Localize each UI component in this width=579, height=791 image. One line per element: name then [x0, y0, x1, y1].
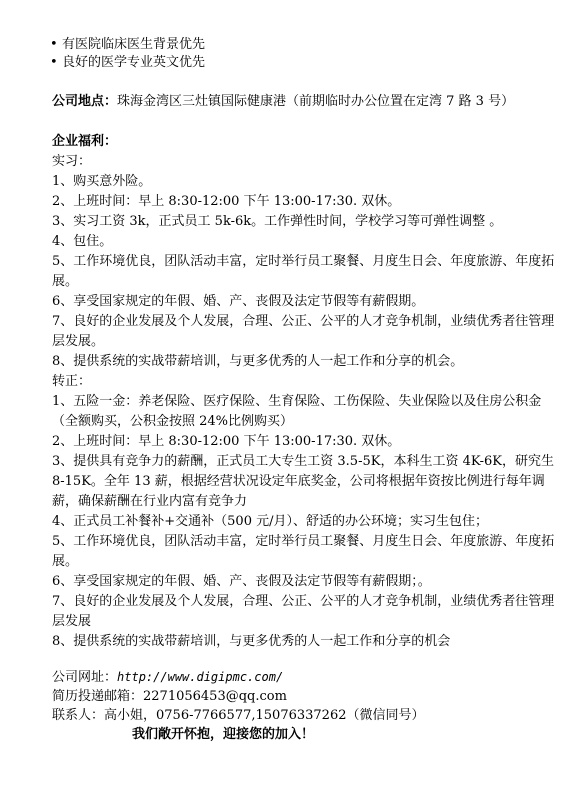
list-item: • 良好的医学专业英文优先 — [50, 55, 206, 70]
list-item: 7、良好的企业发展及个人发展，合理、公正、公平的人才竞争机制，业绩优秀者往管理层发展 — [52, 594, 555, 629]
list-item: 1、五险一金：养老保险、医疗保险、生育保险、工伤保险、失业保险以及住房公积金（全额购买，公积金按照 24%比例购买） — [52, 394, 542, 429]
email-link[interactable]: 2271056453@qq.com — [143, 689, 287, 704]
preference-list — [52, 36, 557, 72]
list-item: 5、工作环境优良，团队活动丰富，定时举行员工聚餐、月度生日会、年度旅游、年度拓展。 — [52, 534, 555, 569]
email-label: 简历投递邮箱： — [52, 689, 144, 704]
internship-list — [52, 172, 557, 372]
fulltime-heading: 转正： — [52, 374, 92, 389]
website-line — [52, 668, 557, 687]
list-item: 6、享受国家规定的年假、婚、产、丧假及法定节假等有薪假期；。 — [52, 574, 431, 589]
list-item: 2、上班时间：早上 8:30-12:00 下午 13:00-17:30. 双休。 — [52, 194, 401, 209]
list-item: 3、提供具有竞争力的薪酬，正式员工大专生工资 3.5-5K，本科生工资 4K-6K，研究生 8-15K。全年 13 薪，根据经营状况设定年底奖金，公司将根据年资按比例进行每年调薪，确保薪酬在行业内富有竞争力 — [52, 454, 554, 509]
fulltime-list — [52, 392, 557, 652]
contact-section — [52, 668, 557, 745]
list-item: 7、良好的企业发展及个人发展，合理、公正、公平的人才竞争机制，业绩优秀者往管理层发展。 — [52, 314, 555, 349]
website-link[interactable]: http://www.digipmc.com/ — [117, 670, 284, 684]
website-label: 公司网址： — [52, 670, 118, 685]
welfare-title: 企业福利： — [52, 134, 118, 149]
internship-heading: 实习： — [52, 154, 92, 169]
address-label: 公司地点： — [52, 94, 118, 109]
bullet-icon: • — [50, 55, 58, 70]
address-text: 珠海金湾区三灶镇国际健康港（前期临时办公位置在定湾 7 路 3 号） — [117, 94, 515, 109]
list-item: 1、购买意外险。 — [52, 174, 152, 189]
list-item: 8、提供系统的实战带薪培训，与更多优秀的人一起工作和分享的机会 — [52, 634, 451, 649]
job-document — [52, 36, 557, 745]
list-item: 2、上班时间：早上 8:30-12:00 下午 13:00-17:30. 双休。 — [52, 434, 401, 449]
bullet-icon: • — [50, 37, 58, 52]
contact-person: 联系人：高小姐，0756-7766577,15076337262（微信同号） — [52, 708, 425, 723]
slogan: 我们敞开怀抱，迎接您的加入！ — [132, 727, 315, 742]
list-item: • 有医院临床医生背景优先 — [50, 37, 206, 52]
list-item: 4、包住。 — [52, 234, 113, 249]
list-item: 8、提供系统的实战带薪培训，与更多优秀的人一起工作和分享的机会。 — [52, 354, 464, 369]
company-address — [52, 92, 557, 112]
list-item: 5、工作环境优良，团队活动丰富，定时举行员工聚餐、月度生日会、年度旅游、年度拓展。 — [52, 254, 555, 289]
list-item: 6、享受国家规定的年假、婚、产、丧假及法定节假等有薪假期。 — [52, 294, 425, 309]
email-line — [52, 687, 557, 706]
list-item: 4、正式员工补餐补+交通补（500 元/月）、舒适的办公环境；实习生包住； — [52, 514, 488, 529]
list-item: 3、实习工资 3k，正式员工 5k-6k。工作弹性时间，学校学习等可弹性调整 。 — [52, 214, 503, 229]
